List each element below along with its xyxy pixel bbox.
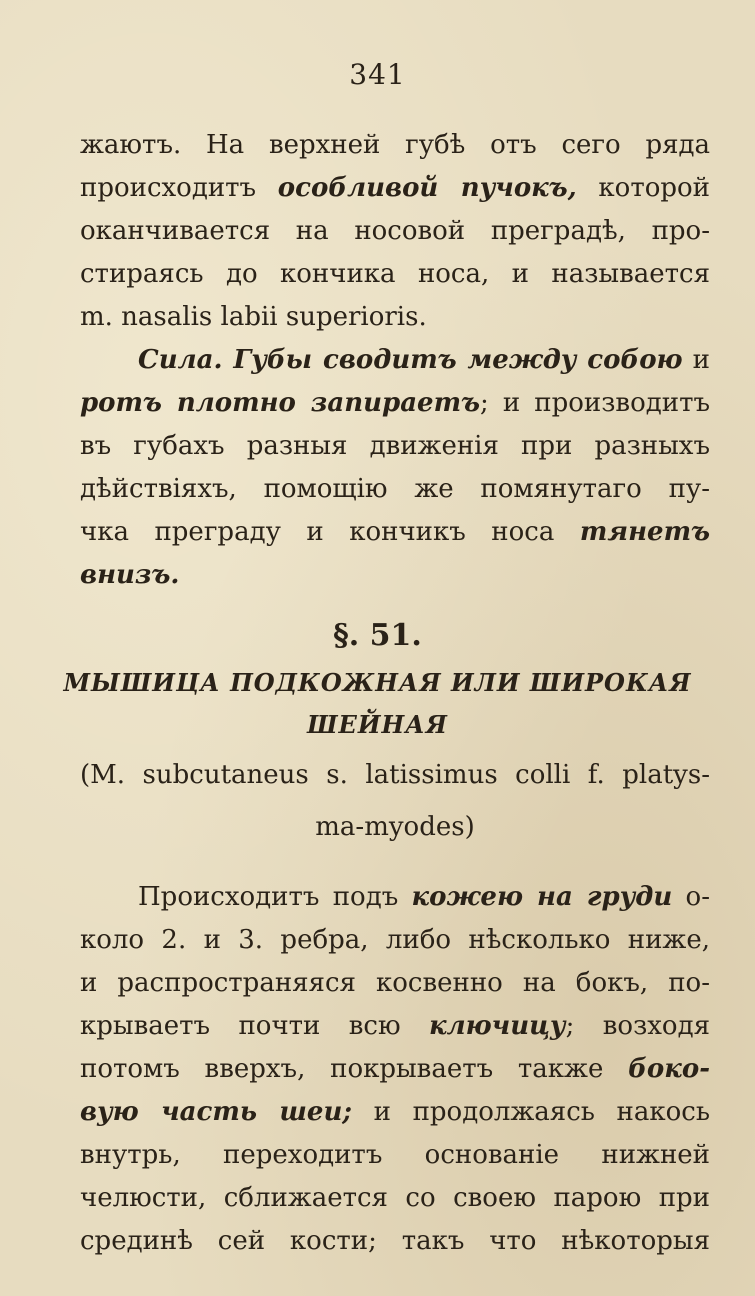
text-line: Происходитъ подъ кожею на груди о- xyxy=(138,882,710,912)
section-heading-continued: ШЕЙНАЯ xyxy=(307,710,448,739)
section-heading: МЫШИЦА ПОДКОЖНАЯ ИЛИ ШИРОКАЯ xyxy=(63,668,692,697)
page-number: 341 xyxy=(349,58,406,91)
text-line: жаютъ. На верхней губѣ отъ сего ряда xyxy=(80,130,710,160)
text-line: ротъ плотно запираетъ; и производитъ xyxy=(80,388,710,418)
text-line: крываетъ почти всю ключицу; возходя xyxy=(80,1011,710,1041)
text-line: происходитъ особливой пучокъ, которой xyxy=(80,173,710,203)
text-line: m. nasalis labii superioris. xyxy=(80,302,427,332)
text-line: коло 2. и 3. ребра, либо нѣсколько ниже, xyxy=(80,925,710,955)
latin-name-continued: ma-myodes) xyxy=(315,812,475,842)
text-line: оканчивается на носовой преградѣ, про- xyxy=(80,216,710,246)
text-line: стираясь до кончика носа, и называется xyxy=(80,259,710,289)
text-line: вую часть шеи; и продолжаясь накось xyxy=(80,1097,710,1127)
latin-name: (M. subcutaneus s. latissimus colli f. platys- xyxy=(80,760,710,790)
text-line: потомъ вверхъ, покрываетъ также боко- xyxy=(80,1054,710,1084)
text-line: внутрь, переходитъ основаніе нижней xyxy=(80,1140,710,1170)
text-line: дѣйствіяхъ, помощію же помянутаго пу- xyxy=(80,474,710,504)
text-line: и распространяяся косвенно на бокъ, по- xyxy=(80,968,710,998)
text-line: Сила. Губы сводитъ между собою и xyxy=(138,345,710,375)
text-line: челюсти, сближается со своею парою при xyxy=(80,1183,710,1213)
section-number: §. 51. xyxy=(333,618,422,653)
text-line: чка преграду и кончикъ носа тянетъ xyxy=(80,517,710,547)
text-line: въ губахъ разныя движенія при разныхъ xyxy=(80,431,710,461)
text-line: внизъ. xyxy=(80,560,180,590)
text-line: срединѣ сей кости; такъ что нѣкоторыя xyxy=(80,1226,710,1256)
